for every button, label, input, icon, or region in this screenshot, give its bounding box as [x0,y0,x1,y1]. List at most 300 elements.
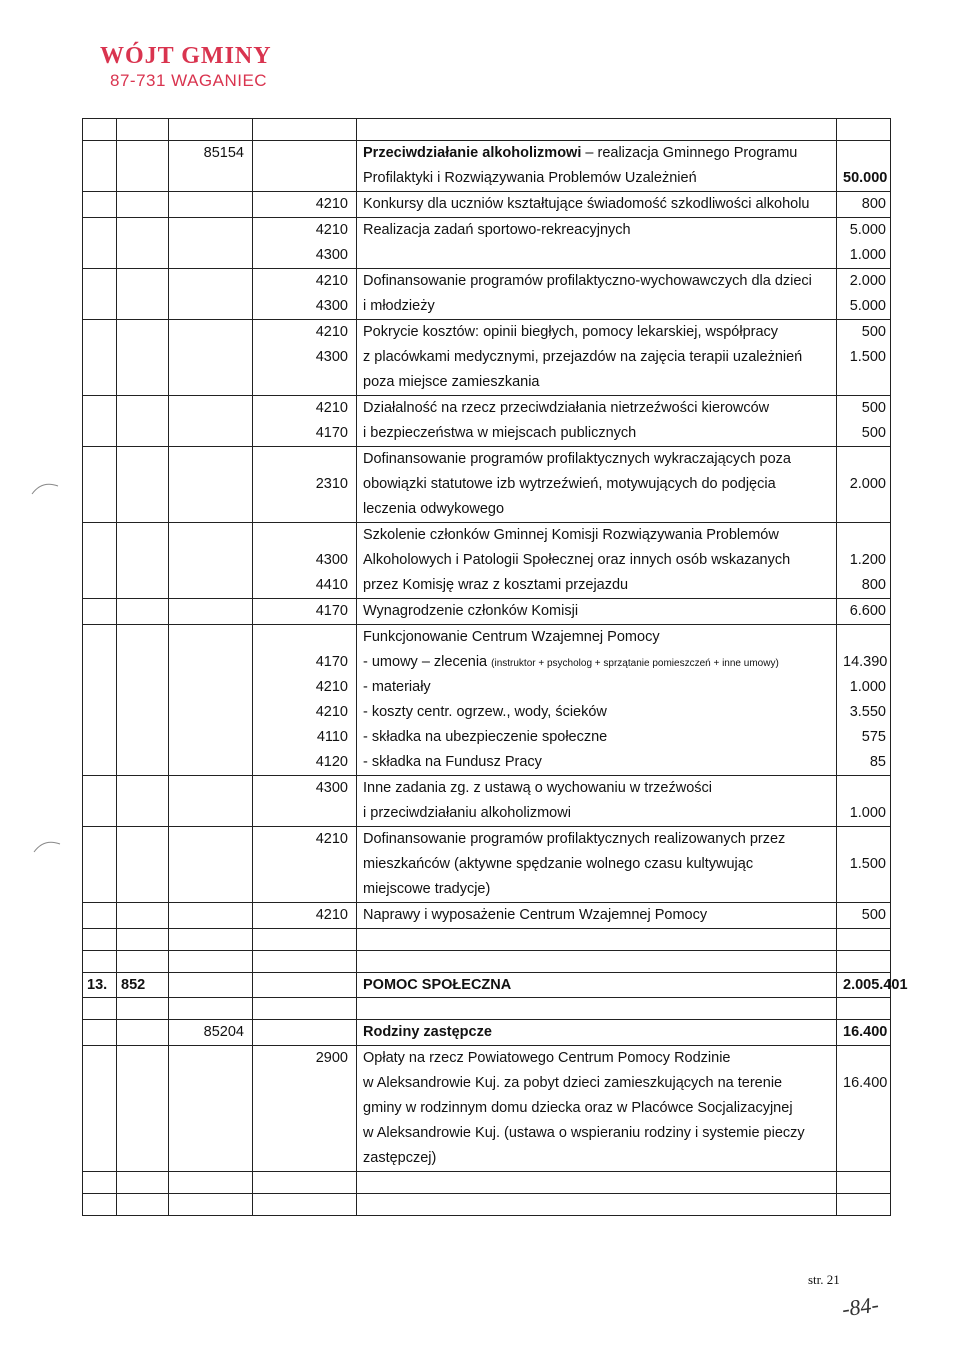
description-text: i młodzieży [363,298,435,314]
empty-cell [117,523,169,599]
empty-cell [357,119,837,141]
paragraph-code: 4300 [315,780,348,796]
description-line [363,218,830,243]
empty-cell [357,998,837,1020]
description-line [363,675,830,700]
empty-cell [117,1046,169,1172]
paragraph-code: 4120 [315,754,348,770]
amount-value [843,447,886,472]
description-line [363,725,830,750]
empty-cell [83,320,117,396]
empty-cell [117,320,169,396]
paragraph-code-cell [253,1046,357,1172]
table-row [83,1020,891,1046]
subchapter-code [169,192,253,218]
amount-value [843,1121,886,1146]
description-text: – realizacja Gminnego Programu [581,145,798,161]
description-line [363,243,830,268]
description-line [363,269,830,294]
description-cell [357,903,837,929]
description-text: z placówkami medycznymi, przejazdów na zajęcia terapii uzależnień [363,349,803,365]
amount-value: 500 [861,425,886,441]
empty-cell [117,1172,169,1194]
empty-cell [117,827,169,903]
description-line [363,370,830,395]
amount-cell [837,396,891,447]
empty-cell [83,218,117,269]
description-cell [357,523,837,599]
subchapter-code [169,269,253,320]
empty-cell [83,903,117,929]
amount-cell [837,523,891,599]
table-row [83,1194,891,1216]
amount-value: 85 [869,754,886,770]
amount-value: 1.000 [849,805,886,821]
amount-value [843,497,886,522]
amount-value: 3.550 [849,704,886,720]
empty-cell [117,141,169,192]
paragraph-code: 4210 [315,324,348,340]
description-cell [357,827,837,903]
description-line [363,801,830,826]
description-note: (instruktor + psycholog + sprzątanie pomieszczeń + inne umowy) [491,658,779,669]
stamp-title: WÓJT GMINY [100,43,272,69]
description-cell [357,1020,837,1046]
description-line [363,625,830,650]
description-cell [357,320,837,396]
table-row [83,599,891,625]
amount-cell [837,141,891,192]
empty-cell [357,1172,837,1194]
description-line [363,320,830,345]
subchapter-code [169,396,253,447]
description-text: leczenia odwykowego [363,501,505,517]
amount-value: 5.000 [849,298,886,314]
empty-cell [83,141,117,192]
paragraph-code: 4210 [315,400,348,416]
amount-cell [837,269,891,320]
description-cell [357,447,837,523]
description-line [363,1096,830,1121]
description-line [363,396,830,421]
paragraph-code: 4170 [315,603,348,619]
description-text: w Aleksandrowie Kuj. (ustawa o wspieraniu rodziny i systemie pieczy [363,1125,805,1141]
description-text: poza miejsce zamieszkania [363,374,540,390]
empty-cell [117,1020,169,1046]
empty-cell [837,951,891,973]
paragraph-code [259,877,348,902]
paragraph-code: 4210 [315,679,348,695]
paragraph-code [259,1146,348,1171]
amount-value [843,1096,886,1121]
empty-cell [117,625,169,776]
description-line [363,294,830,319]
empty-cell [357,951,837,973]
paragraph-code-cell [253,776,357,827]
description-line [363,345,830,370]
empty-cell [83,827,117,903]
amount-value [843,827,886,852]
empty-cell [253,1194,357,1216]
description-cell [357,396,837,447]
description-line [363,166,830,191]
chapter-title: POMOC SPOŁECZNA [357,973,837,998]
amount-cell [837,599,891,625]
amount-value: 1.500 [849,349,886,365]
subchapter-code [169,599,253,625]
empty-cell [837,1172,891,1194]
empty-cell [83,1020,117,1046]
description-text: Funkcjonowanie Centrum Wzajemnej Pomocy [363,629,660,645]
empty-cell [357,1194,837,1216]
empty-cell [117,1194,169,1216]
description-line [363,1046,830,1071]
empty-cell [83,951,117,973]
table-row [83,1172,891,1194]
paragraph-code [259,1020,348,1045]
paragraph-code [259,801,348,826]
table-row [83,1046,891,1172]
paragraph-code: 2310 [315,476,348,492]
description-line [363,877,830,902]
description-line [363,827,830,852]
budget-table [82,118,908,1216]
empty-cell [117,119,169,141]
description-line [363,573,830,598]
description-line [363,776,830,801]
table-row [83,523,891,599]
paragraph-code [259,1071,348,1096]
description-cell [357,141,837,192]
description-text: gminy w rodzinnym domu dziecka oraz w Placówce Socjalizacyjnej [363,1100,793,1116]
table-row [83,192,891,218]
empty-cell [83,776,117,827]
empty-cell [117,951,169,973]
empty-cell [253,951,357,973]
table-row [83,951,891,973]
empty-cell [253,929,357,951]
amount-value: 50.000 [843,170,888,186]
amount-cell [837,447,891,523]
empty-cell [837,119,891,141]
paragraph-code: 4210 [315,704,348,720]
description-line [363,599,830,624]
empty-cell [253,119,357,141]
paragraph-code: 2900 [315,1050,348,1066]
amount-value: 1.200 [849,552,886,568]
description-line [363,750,830,775]
description-text: Dofinansowanie programów profilaktycznych realizowanych przez [363,831,786,847]
table-row [83,998,891,1020]
description-text: Dofinansowanie programów profilaktycznych wykraczających poza [363,451,791,467]
paragraph-code: 4300 [315,552,348,568]
description-text: Alkoholowych i Patologii Społecznej oraz innych osób wskazanych [363,552,791,568]
description-text: Szkolenie członków Gminnej Komisji Rozwiązywania Problemów [363,527,779,543]
description-text: Pokrycie kosztów: opinii biegłych, pomocy lekarskiej, współpracy [363,324,779,340]
description-text: Naprawy i wyposażenie Centrum Wzajemnej Pomocy [363,907,708,923]
paragraph-code-cell [253,269,357,320]
table-row [83,218,891,269]
empty-cell [83,396,117,447]
amount-value [843,625,886,650]
empty-cell [117,998,169,1020]
description-text: mieszkańców (aktywne spędzanie wolnego czasu kultywując [363,856,754,872]
paragraph-code: 4300 [315,298,348,314]
amount-value: 5.000 [849,222,886,238]
paragraph-code-cell [253,599,357,625]
amount-value: 575 [861,729,886,745]
amount-cell [837,1020,891,1046]
paragraph-code: 4170 [315,425,348,441]
empty-cell [83,599,117,625]
chapter-number: 13. [83,973,117,998]
table-row [83,903,891,929]
table-row [83,447,891,523]
empty-cell [357,929,837,951]
table-row [83,141,891,192]
description-line [363,1020,830,1045]
description-line [363,523,830,548]
table-row [83,827,891,903]
empty-cell [169,1172,253,1194]
paragraph-code-cell [253,827,357,903]
empty-cell [117,929,169,951]
amount-value: 500 [861,907,886,923]
empty-cell [169,973,253,998]
amount-value: 1.000 [849,247,886,263]
paragraph-code: 4410 [315,577,348,593]
description-text: Inne zadania zg. z ustawą o wychowaniu w trzeźwości [363,780,712,796]
description-text: Opłaty na rzecz Powiatowego Centrum Pomocy Rodzinie [363,1050,731,1066]
amount-value: 500 [861,400,886,416]
description-line [363,192,830,217]
table-row [83,973,891,998]
description-line [363,903,830,928]
description-text: - składka na Fundusz Pracy [363,754,542,770]
description-text: Dofinansowanie programów profilaktyczno-wychowawczych dla dzieci [363,273,812,289]
empty-cell [117,447,169,523]
amount-value: 6.600 [849,603,886,619]
paragraph-code [259,370,348,395]
amount-value: 16.400 [843,1075,888,1091]
empty-cell [83,1046,117,1172]
description-text: i przeciwdziałaniu alkoholizmowi [363,805,571,821]
subchapter-code [169,141,253,192]
description-text: - koszty centr. ogrzew., wody, ścieków [363,704,607,720]
subchapter-code [169,827,253,903]
paragraph-code: 4210 [315,831,348,847]
amount-value [843,523,886,548]
paragraph-code-cell [253,141,357,192]
subchapter-code [169,447,253,523]
amount-value: 800 [861,577,886,593]
empty-cell [83,447,117,523]
paragraph-code-cell [253,320,357,396]
empty-cell [83,523,117,599]
table-row [83,320,891,396]
description-text: miejscowe tradycje) [363,881,491,897]
paragraph-code: 4210 [315,907,348,923]
description-line [363,650,830,675]
empty-cell [117,218,169,269]
amount-cell [837,192,891,218]
paragraph-code [259,1096,348,1121]
paragraph-code-cell [253,218,357,269]
description-line [363,472,830,497]
table-row [83,119,891,141]
stamp-address: 87-731 WAGANIEC [110,71,268,90]
amount-value: 2.000 [849,273,886,289]
empty-cell [253,998,357,1020]
description-text: i bezpieczeństwa w miejscach publicznych [363,425,637,441]
description-heading: Rodziny zastępcze [363,1024,492,1040]
subchapter-code [169,903,253,929]
table-row [83,396,891,447]
description-line [363,1146,830,1171]
amount-value: 2.000 [849,476,886,492]
empty-cell [83,625,117,776]
paragraph-code [259,447,348,472]
amount-value [843,1146,886,1171]
description-text: Działalność na rzecz przeciwdziałania nietrzeźwości kierowców [363,400,770,416]
empty-cell [117,269,169,320]
description-text: w Aleksandrowie Kuj. za pobyt dzieci zamieszkujących na terenie [363,1075,783,1091]
amount-value: 500 [861,324,886,340]
subchapter-code [169,1046,253,1172]
description-cell [357,599,837,625]
empty-cell [117,903,169,929]
paragraph-code-cell [253,396,357,447]
empty-cell [169,1194,253,1216]
description-text: przez Komisję wraz z kosztami przejazdu [363,577,629,593]
amount-value [843,877,886,902]
amount-value: 1.000 [849,679,886,695]
amount-value: 800 [861,196,886,212]
description-text: zastępczej) [363,1150,437,1166]
description-text: - umowy – zlecenia [363,654,492,670]
empty-cell [253,1172,357,1194]
empty-cell [253,973,357,998]
description-line [363,141,830,166]
paragraph-code [259,523,348,548]
description-text: Konkursy dla uczniów kształtujące świadomość szkodliwości alkoholu [363,196,810,212]
paragraph-code: 4210 [315,273,348,289]
description-cell [357,776,837,827]
paragraph-code-cell [253,1020,357,1046]
empty-cell [837,1194,891,1216]
empty-cell [837,998,891,1020]
amount-cell [837,1046,891,1172]
empty-cell [169,998,253,1020]
paragraph-code: 4170 [315,654,348,670]
paragraph-code-cell [253,192,357,218]
description-text: Wynagrodzenie członków Komisji [363,603,579,619]
paragraph-code: 4110 [316,729,348,745]
paragraph-code [259,625,348,650]
amount-value: 1.500 [849,856,886,872]
wojt-gminy-stamp [100,44,272,89]
description-cell [357,269,837,320]
amount-cell [837,827,891,903]
empty-cell [169,929,253,951]
description-line [363,1121,830,1146]
empty-cell [83,119,117,141]
table-row [83,269,891,320]
empty-cell [169,119,253,141]
subchapter-code [169,1020,253,1046]
description-line [363,700,830,725]
amount-value [843,141,886,166]
amount-cell [837,218,891,269]
paragraph-code-cell [253,903,357,929]
description-text: obowiązki statutowe izb wytrzeźwień, motywujących do podjęcia [363,476,776,492]
empty-cell [83,1194,117,1216]
paragraph-code [259,166,348,191]
margin-pencil-mark [30,836,70,856]
amount-cell [837,320,891,396]
description-cell [357,218,837,269]
description-line [363,1071,830,1096]
paragraph-code: 4210 [315,222,348,238]
subchapter-code-text: 85204 [203,1024,244,1040]
amount-cell [837,776,891,827]
page-number: str. 21 [808,1272,840,1287]
table-row [83,929,891,951]
empty-cell [83,269,117,320]
amount-value [843,370,886,395]
description-cell [357,625,837,776]
empty-cell [837,929,891,951]
description-text: - materiały [363,679,431,695]
description-line [363,421,830,446]
paragraph-code: 4300 [315,247,348,263]
empty-cell [117,776,169,827]
amount-value: 14.390 [843,654,888,670]
empty-cell [83,929,117,951]
paragraph-code [259,141,348,166]
paragraph-code: 4210 [315,196,348,212]
empty-cell [117,192,169,218]
amount-cell [837,903,891,929]
margin-pencil-mark [28,478,68,498]
paragraph-code: 4300 [315,349,348,365]
budget-table-body [83,119,908,1216]
subchapter-code-text: 85154 [203,145,244,161]
chapter-amount: 2.005.401 [837,973,891,998]
subchapter-code [169,625,253,776]
amount-value [843,1046,886,1071]
table-row [83,625,891,776]
empty-cell [83,1172,117,1194]
description-line [363,548,830,573]
description-text: Profilaktyki i Rozwiązywania Problemów Uzależnień [363,170,697,186]
description-cell [357,192,837,218]
description-cell [357,1046,837,1172]
paragraph-code-cell [253,523,357,599]
amount-value [843,776,886,801]
description-line [363,497,830,522]
paragraph-code [259,1121,348,1146]
paragraph-code [259,497,348,522]
empty-cell [83,192,117,218]
paragraph-code-cell [253,625,357,776]
description-text: - składka na ubezpieczenie społeczne [363,729,608,745]
paragraph-code-cell [253,447,357,523]
chapter-code: 852 [117,973,169,998]
empty-cell [117,599,169,625]
handwritten-signature: -84- [840,1291,881,1322]
description-line [363,447,830,472]
